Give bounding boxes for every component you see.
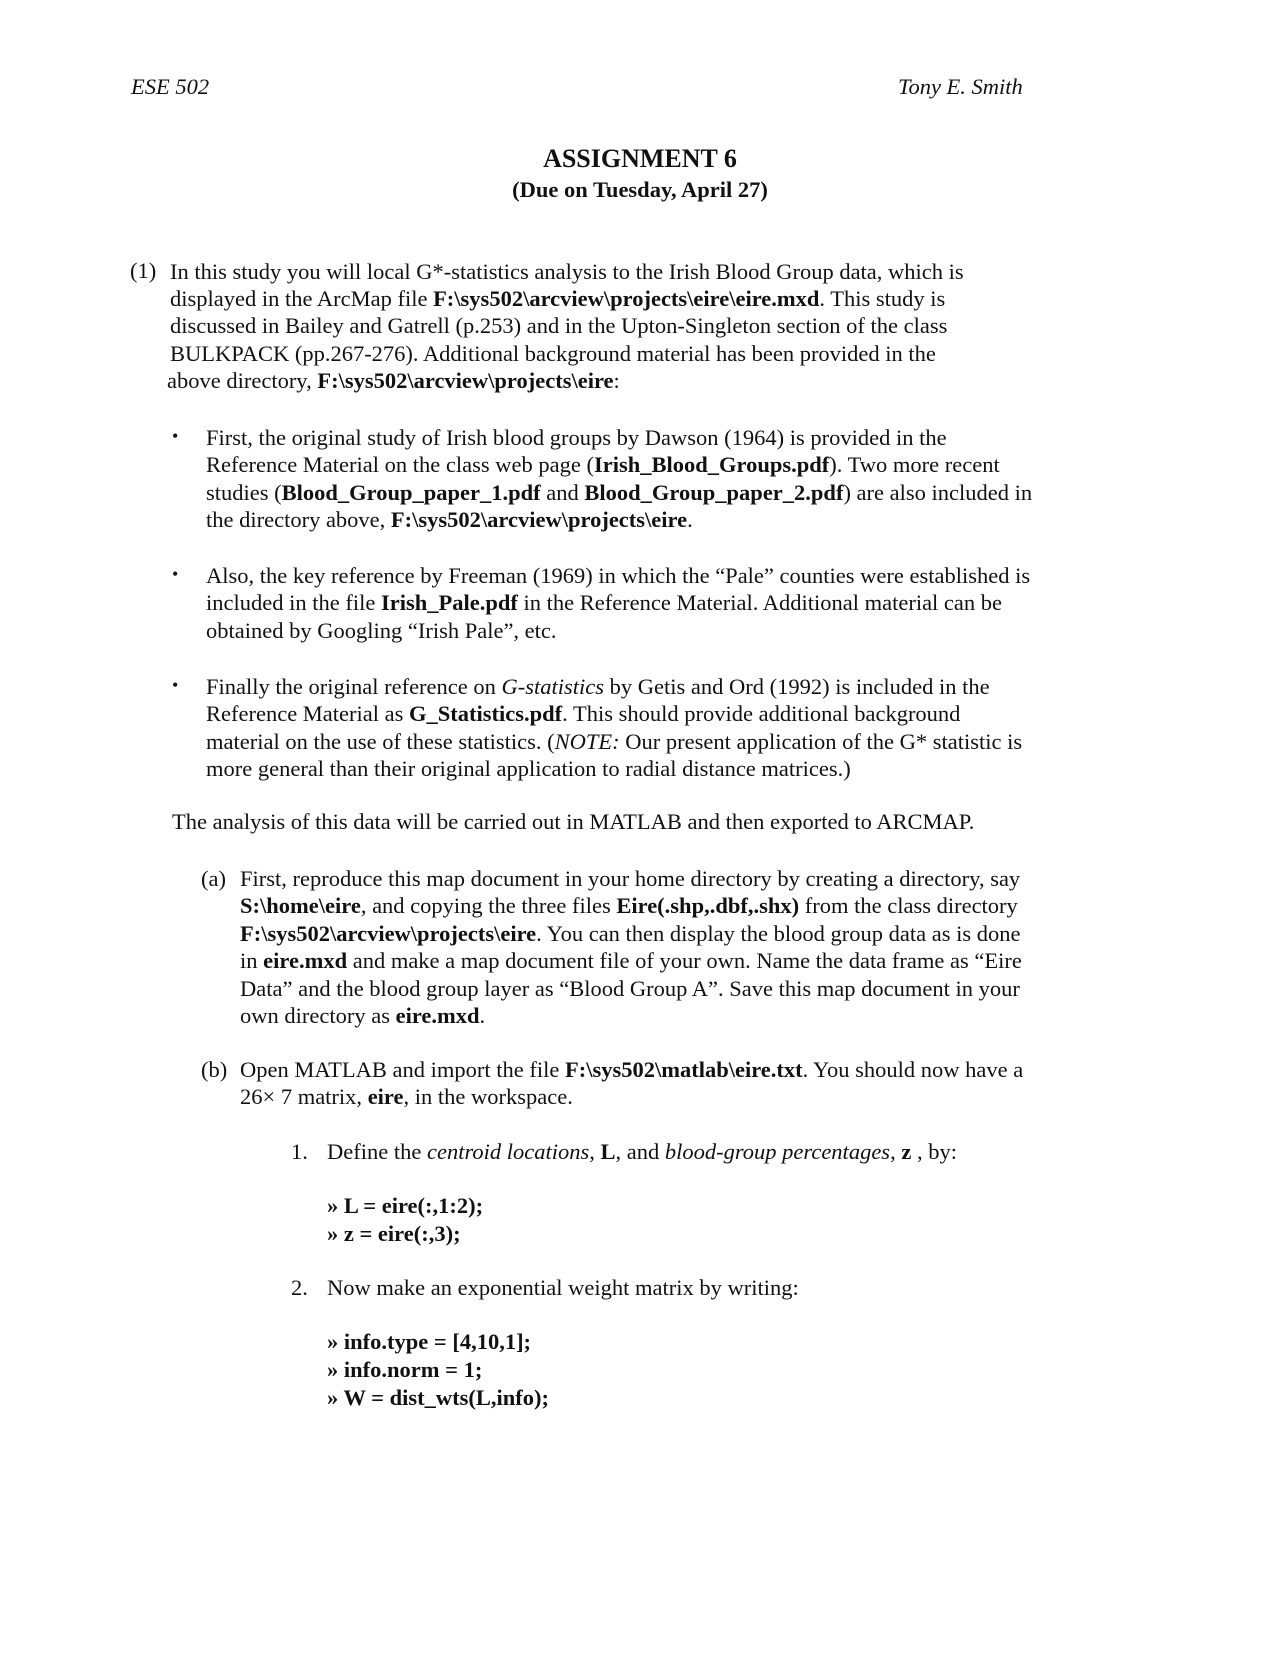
bullet-line: included in the file Irish_Pale.pdf in the Reference Material. Additional material can be [206, 590, 1003, 616]
matlab-code-line: » info.norm = 1; [327, 1357, 483, 1382]
bullet-icon: • [172, 675, 179, 695]
step-number: 2. [291, 1275, 308, 1300]
part-line: in eire.mxd and make a map document file of your own. Name the data frame as “Eire [240, 948, 1022, 974]
intro-line: In this study you will local G*-statistics analysis to the Irish Blood Group data, which is [170, 259, 964, 284]
bullet-icon: • [172, 426, 179, 446]
bullet-line: Reference Material as G_Statistics.pdf. This should provide additional background [206, 701, 961, 727]
step-text: Define the centroid locations, L, and blood-group percentages, z , by: [327, 1139, 957, 1164]
step-text: Now make an exponential weight matrix by writing: [327, 1275, 799, 1300]
bullet-icon: • [172, 564, 179, 584]
matlab-code-line: » info.type = [4,10,1]; [327, 1329, 532, 1354]
bullet-line: Reference Material on the class web page (Irish_Blood_Groups.pdf). Two more recent [206, 452, 1000, 478]
part-line: 26× 7 matrix, eire, in the workspace. [240, 1084, 573, 1110]
part-label: (a) [201, 866, 226, 891]
part-line: F:\sys502\arcview\projects\eire. You can then display the blood group data as is done [240, 920, 1021, 946]
question-number: (1) [130, 258, 157, 283]
bullet-line: obtained by Googling “Irish Pale”, etc. [206, 617, 557, 643]
bullet-line: Also, the key reference by Freeman (1969) in which the “Pale” counties were established is [206, 563, 1031, 588]
course-code: ESE 502 [131, 74, 210, 99]
due-date: (Due on Tuesday, April 27) [512, 177, 768, 202]
step-number: 1. [291, 1139, 308, 1164]
matlab-code-line: » z = eire(:,3); [327, 1221, 461, 1246]
bullet-line: studies (Blood_Group_paper_1.pdf and Blood_Group_paper_2.pdf) are also included in [206, 479, 1033, 505]
intro-line: above directory, F:\sys502\arcview\projects\eire: [167, 368, 620, 393]
intro-line: BULKPACK (pp.267-276). Additional background material has been provided in the [170, 341, 936, 366]
bullet-line: First, the original study of Irish blood groups by Dawson (1964) is provided in the [206, 425, 947, 450]
bullet-line: material on the use of these statistics. (NOTE: Our present application of the G* statistic is [206, 728, 1023, 754]
assignment-title: ASSIGNMENT 6 [543, 144, 737, 173]
matlab-code-line: » L = eire(:,1:2); [327, 1193, 484, 1218]
author-name: Tony E. Smith [898, 74, 1023, 99]
part-line: S:\home\eire, and copying the three files Eire(.shp,.dbf,.shx) from the class directory [240, 893, 1018, 919]
analysis-sentence: The analysis of this data will be carried out in MATLAB and then exported to ARCMAP. [172, 809, 975, 834]
bullet-line: the directory above, F:\sys502\arcview\projects\eire. [206, 507, 693, 533]
part-line: own directory as eire.mxd. [240, 1003, 486, 1028]
bullet-line: Finally the original reference on G-statistics by Getis and Ord (1992) is included in the [206, 674, 990, 699]
intro-line: discussed in Bailey and Gatrell (p.253) and in the Upton-Singleton section of the class [170, 313, 948, 338]
part-line: Open MATLAB and import the file F:\sys502\matlab\eire.txt. You should now have a [240, 1057, 1024, 1082]
part-line: First, reproduce this map document in your home directory by creating a directory, say [240, 866, 1021, 891]
matlab-code-line: » W = dist_wts(L,info); [327, 1385, 550, 1410]
part-line: Data” and the blood group layer as “Blood Group A”. Save this map document in your [240, 975, 1020, 1001]
part-label: (b) [201, 1057, 228, 1082]
intro-line: displayed in the ArcMap file F:\sys502\arcview\projects\eire\eire.mxd. This study is [170, 286, 946, 311]
bullet-line: more general than their original application to radial distance matrices.) [206, 756, 851, 782]
